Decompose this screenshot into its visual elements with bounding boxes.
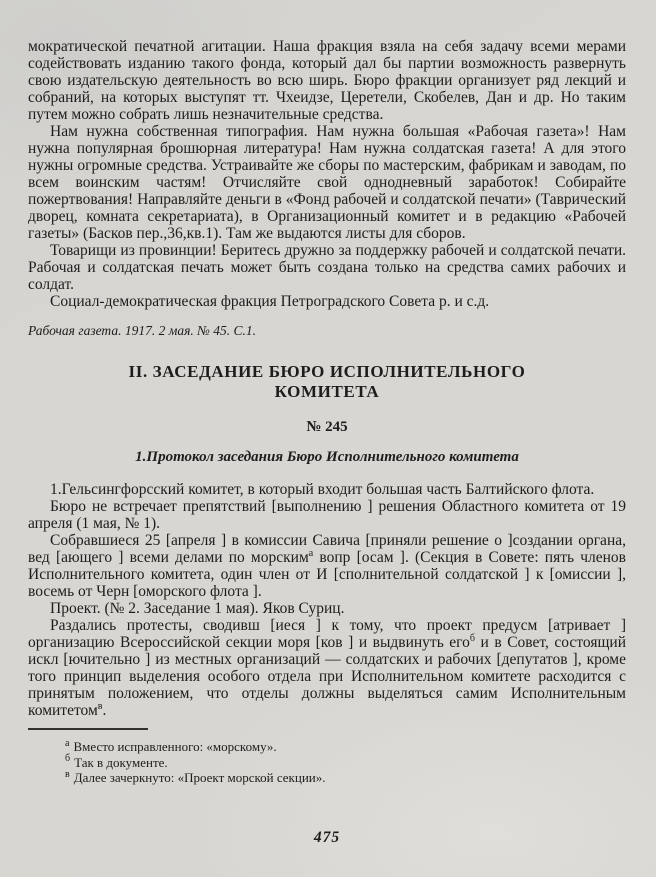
source-citation: Рабочая газета. 1917. 2 мая. № 45. С.1. (28, 323, 256, 338)
protocol-text (28, 481, 626, 719)
protocol-paragraph: Проект. (№ 2. Заседание 1 мая). Яков Суриц. (50, 600, 345, 617)
footnote-rule (28, 728, 148, 730)
proclamation-text (28, 38, 626, 310)
footnote-text: Вместо исправленного: «морскому». (73, 739, 277, 754)
footnote-marker: б (65, 753, 71, 765)
footnote-marker: а (65, 737, 70, 749)
footnote-marker: в (65, 768, 70, 780)
page-number: 475 (313, 829, 341, 846)
document-subtitle: 1.Протокол заседания Бюро Исполнительного комитета (135, 449, 519, 465)
continuation-paragraph: мократической печатной агитации. Наша фракция взяла на себя задачу всеми мерами содействовать изданию такого фонда, который дал бы партии возможность развернуть свою издательскую деятельность во всю ширь. Бюро фракции организует ряд лекций и собраний, на которых выступят тт. Чхеидзе, Церетели, Скобелев, Дан и др. Но таким путем можно собрать лишь незначительные средства. (28, 38, 626, 123)
footnote-block (28, 728, 626, 786)
protocol-paragraph: Собравшиеся 25 [апреля ] в комиссии Савича [приняли решение о ]создании органа, вед [ающего ] всеми делами по морским$^а$ вопр [осам ]. (Секция в Совете: пять членов Исполнительного комитета, один член от И [сполнительной солдатской ] к [омиссии ], восемь от Черн [оморского флота ]. (28, 532, 626, 600)
signature-line: Социал-демократическая фракция Петроградского Совета р. и с.д. (50, 293, 490, 310)
footnote-text: Далее зачеркнуто: «Проект морской секции». (73, 770, 326, 785)
paragraph: Товарищи из провинции! Беритесь дружно за поддержку рабочей и солдатской печати. Рабочая и солдатская печать может быть создана только на средства самих рабочих и солдат. (28, 242, 626, 293)
protocol-paragraph: Бюро не встречает препятствий [выполнению ] решения Областного комитета от 19 апреля (1 мая, № 1). (28, 498, 626, 532)
document-number: № 245 (306, 419, 348, 435)
footnote (65, 770, 626, 786)
section-heading: II. ЗАСЕДАНИЕ БЮРО ИСПОЛНИТЕЛЬНОГО КОМИТЕТА (128, 362, 526, 401)
protocol-paragraph: Раздались протесты, сводивш [иеся ] к тому, что проект предусм [атривает ] организацию Всероссийской секции моря [ков ] и выдвинуть его$^б$ и в Совет, состоящий искл [ючительно ] из местных организаций — солдатских и рабочих [депутатов ], кроме того принцип выделения особого отдела при Исполнительном комитете расходится с принятым положением, что отделы должны выделяться самим Исполнительным комитетом$^в$. (28, 617, 626, 719)
footnote (65, 755, 626, 771)
footnote-text: Так в документе. (74, 754, 168, 770)
protocol-paragraph: 1.Гельсингфорсский комитет, в который входит большая часть Балтийского флота. (50, 481, 595, 498)
footnote (65, 739, 626, 755)
paragraph: Нам нужна собственная типография. Нам нужна большая «Рабочая газета»! Нам нужна популярная брошюрная литература! Нам нужна солдатская газета! А для этого нужны огромные средства. Устраивайте же сборы по мастерским, фабрикам и заводам, по всем воинским частям! Отчисляйте свой однодневный заработок! Собирайте пожертвования! Направляйте деньги в «Фонд рабочей и солдатской печати» (Таврический дворец, комната секретариата), в Организационный комитет и в редакцию «Рабочей газеты» (Басков пер.,36,кв.1). Там же выдаются листы для сборов. (28, 123, 626, 242)
